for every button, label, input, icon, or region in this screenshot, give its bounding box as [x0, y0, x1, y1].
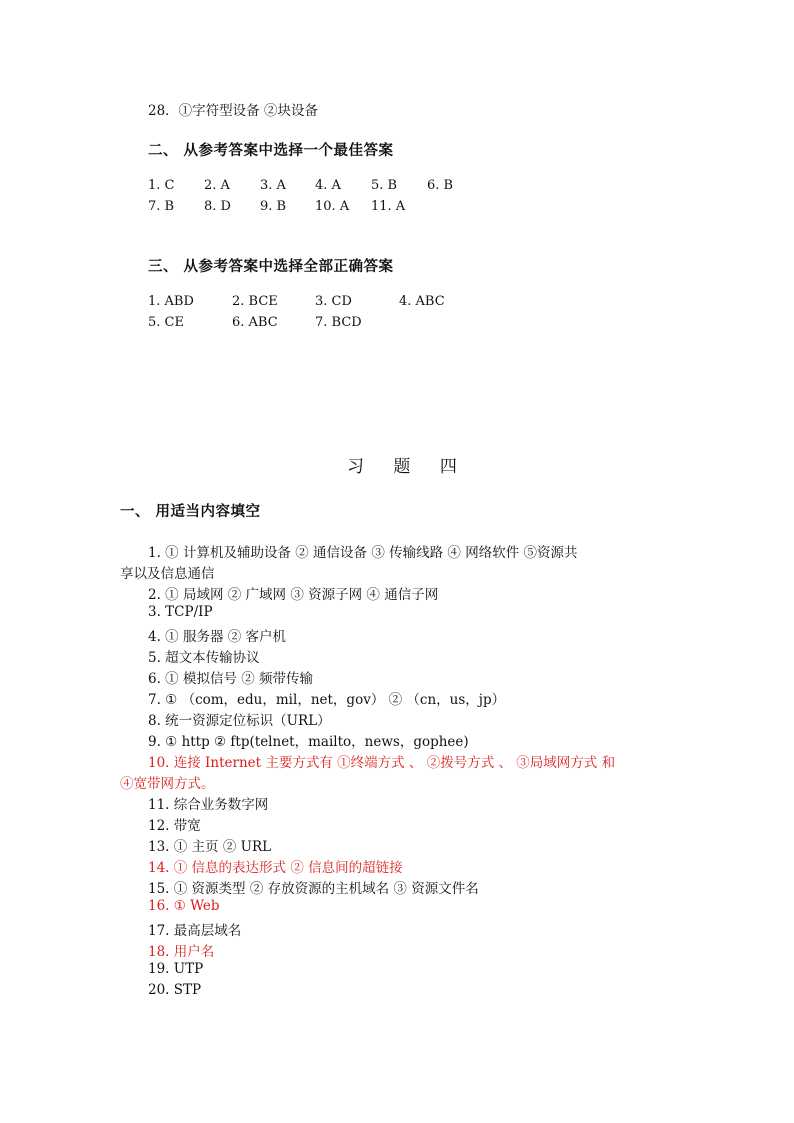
- answer-line: 9. ① http ② ftp(telnet，mailto，news，gophee): [148, 734, 469, 750]
- answer-item: 7. B: [148, 199, 175, 214]
- answer-line: 14. ① 信息的表达形式 ② 信息间的超链接: [148, 860, 403, 876]
- answer-item: 4. ABC: [399, 294, 445, 309]
- answer-item: 6. ABC: [232, 315, 278, 330]
- answer-item: 11. A: [371, 199, 406, 214]
- answer-line: 6. ① 模拟信号 ② 频带传输: [148, 671, 314, 687]
- answer-line: 12. 带宽: [148, 818, 201, 834]
- answer-line-continuation: 享以及信息通信: [120, 566, 215, 582]
- answer-line: 4. ① 服务器 ② 客户机: [148, 629, 287, 645]
- answer-line: 5. 超文本传输协议: [148, 650, 260, 666]
- answer-line: 16. ① Web: [148, 898, 220, 914]
- answer-item: 2. BCE: [232, 294, 278, 309]
- answer-item: 6. B: [427, 178, 454, 193]
- answer-line: 20. STP: [148, 982, 202, 998]
- section-3-heading: 三、 从参考答案中选择全部正确答案: [148, 258, 394, 275]
- answer-row: [148, 178, 508, 194]
- answer-line: 8. 统一资源定位标识（URL）: [148, 713, 331, 729]
- answer-28: 28．①字符型设备 ②块设备: [148, 103, 318, 119]
- answer-item: 2. A: [204, 178, 230, 193]
- answer-row: [148, 294, 508, 310]
- answer-line: 15. ① 资源类型 ② 存放资源的主机域名 ③ 资源文件名: [148, 881, 479, 897]
- answer-line: 7. ① （com，edu，mil，net，gov） ② （cn，us，jp）: [148, 692, 506, 708]
- answer-row: [148, 199, 508, 215]
- answer-item: 5. B: [371, 178, 398, 193]
- chapter-title-char: 题: [393, 457, 411, 477]
- answer-item: 9. B: [260, 199, 287, 214]
- answer-row: [148, 315, 508, 331]
- answer-line-continuation: ④宽带网方式。: [120, 776, 215, 792]
- answer-line: 19. UTP: [148, 961, 204, 977]
- chapter-title-char: 四: [439, 457, 457, 477]
- chapter-title: [347, 452, 457, 477]
- answer-item: 4. A: [315, 178, 341, 193]
- section-2-heading: 二、 从参考答案中选择一个最佳答案: [148, 142, 394, 159]
- answer-item: 3. CD: [315, 294, 352, 309]
- chapter-title-char: 习: [347, 457, 364, 477]
- answer-item: 1. C: [148, 178, 175, 193]
- answer-item: 8. D: [204, 199, 231, 214]
- answer-line: 3. TCP/IP: [148, 604, 213, 620]
- answer-item: 5. CE: [148, 315, 184, 330]
- answer-line: 11. 综合业务数字网: [148, 797, 269, 813]
- answer-line: 1. ① 计算机及辅助设备 ② 通信设备 ③ 传输线路 ④ 网络软件 ⑤资源共: [148, 545, 578, 561]
- answer-line: 10. 连接 Internet 主要方式有 ①终端方式 、 ②拨号方式 、 ③局域网方式 和: [148, 755, 616, 771]
- answer-item: 7. BCD: [315, 315, 362, 330]
- answer-line: 13. ① 主页 ② URL: [148, 839, 272, 855]
- answer-item: 10. A: [315, 199, 350, 214]
- answer-line: 18. 用户名: [148, 944, 215, 960]
- answer-item: 3. A: [260, 178, 286, 193]
- answer-line: 2. ① 局域网 ② 广域网 ③ 资源子网 ④ 通信子网: [148, 587, 439, 603]
- section-1-heading: 一、 用适当内容填空: [120, 503, 261, 520]
- answer-line: 17. 最高层域名: [148, 923, 242, 939]
- answer-item: 1. ABD: [148, 294, 194, 309]
